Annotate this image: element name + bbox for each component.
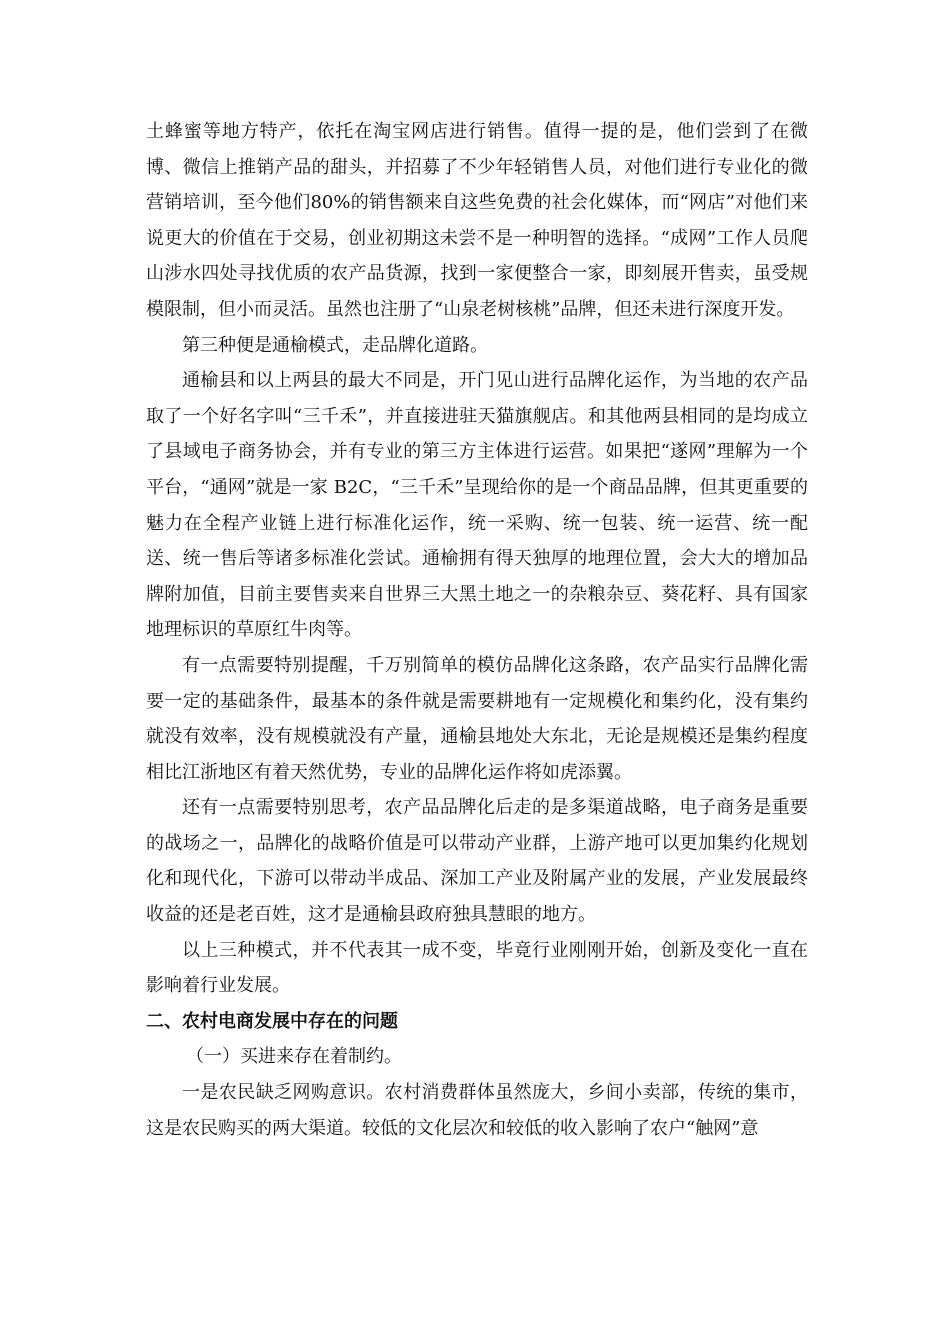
paragraph-third-model: 第三种便是通榆模式，走品牌化道路。 [182,334,488,356]
section-heading-problems: 二、农村电商发展中存在的问题 [146,1010,398,1032]
paragraph-online-shopping-awareness: 一是农民缺乏网购意识。农村消费群体虽然庞大，乡间小卖部，传统的集市，这是农民购买的两大渠道。较低的文化层次和较低的收入影响了农户“触网”意 [146,1082,808,1139]
document-page [146,114,808,1146]
subsection-heading-buying-constraints: （一）买进来存在着制约。 [186,1046,402,1068]
paragraph-branding-caution: 有一点需要特别提醒，千万别简单的模仿品牌化这条路，农产品实行品牌化需要一定的基础条件，最基本的条件就是需要耕地有一定规模化和集约化，没有集约就没有效率，没有规模就没有产量，通榆县地处大东北，无论是规模还是集约程度相比江浙地区有着天然优势，专业的品牌化运作将如虎添翼。 [146,654,808,783]
paragraph-models-summary: 以上三种模式，并不代表其一成不变，毕竟行业刚刚开始，创新及变化一直在影响着行业发展。 [146,939,808,997]
paragraph-multichannel-strategy: 还有一点需要特别思考，农产品品牌化后走的是多渠道战略，电子商务是重要的战场之一，品牌化的战略价值是可以带动产业群，上游产地可以更加集约化规划化和现代化，下游可以带动半成品、深加工产业及附属产业的发展，产业发展最终收益的还是老百姓，这才是通榆县政府独具慧眼的地方。 [146,797,808,926]
paragraph-continuation: 土蜂蜜等地方特产，依托在淘宝网店进行销售。值得一提的是，他们尝到了在微博、微信上推销产品的甜头，并招募了不少年轻销售人员，对他们进行专业化的微营销培训，至今他们80%的销售额来自这些免费的社会化媒体，而“网店”对他们来说更大的价值在于交易，创业初期这未尝不是一种明智的选择。“成网”工作人员爬山涉水四处寻找优质的农产品货源，找到一家便整合一家，即刻展开售卖，虽受规模限制，但小而灵活。虽然也注册了“山泉老树核桃”品牌，但还未进行深度开发。 [146,121,808,320]
paragraph-tongyu-branding: 通榆县和以上两县的最大不同是，开门见山进行品牌化运作，为当地的农产品取了一个好名字叫“三千禾”，并直接进驻天猫旗舰店。和其他两县相同的是均成立了县域电子商务协会，并有专业的第三方主体进行运营。如果把“遂网”理解为一个平台，“通网”就是一家 B2C，“三千禾”呈现给你的是一个商品品牌，但其更重要的魅力在全程产业链上进行标准化运作，统一采购、统一包装、统一运营、统一配送、统一售后等诸多标准化尝试。通榆拥有得天独厚的地理位置，会大大的增加品牌附加值，目前主要售卖来自世界三大黑土地之一的杂粮杂豆、葵花籽、具有国家地理标识的草原红牛肉等。 [146,370,808,641]
